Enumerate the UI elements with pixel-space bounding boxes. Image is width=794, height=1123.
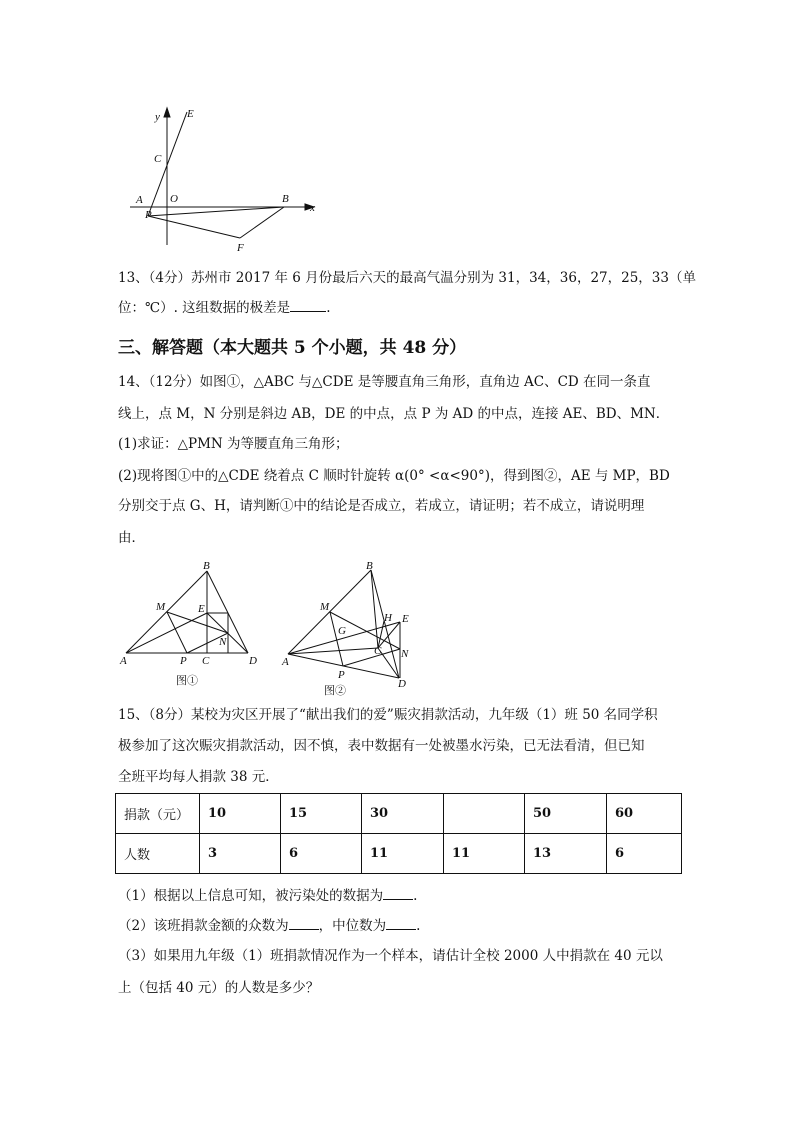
fig2-label-H: H xyxy=(384,612,392,624)
fig1-label-B: B xyxy=(203,560,210,572)
seg-AB xyxy=(126,571,207,653)
q14-line-3: (1)求证：△PMN 为等腰直角三角形； xyxy=(118,436,349,452)
table-cell: 10 xyxy=(200,794,281,834)
table-cell: 捐款（元） xyxy=(116,794,200,834)
figure-2 xyxy=(280,556,430,698)
label-F: F xyxy=(237,242,244,254)
table-cell: 11 xyxy=(362,834,444,874)
fig2-label-M: M xyxy=(320,601,330,613)
label-E: E xyxy=(187,108,194,120)
fig1-label-P: P xyxy=(180,655,187,667)
label-B: B xyxy=(282,193,289,205)
q15-sub2-median-blank[interactable] xyxy=(386,917,416,930)
label-y: y xyxy=(155,111,160,123)
fig2-label-G: G xyxy=(338,625,346,637)
label-x: x xyxy=(310,202,315,214)
q15-sub1-period: . xyxy=(413,888,418,904)
table-cell: 50 xyxy=(525,794,607,834)
q15-sub2-mode-blank[interactable] xyxy=(289,917,319,930)
table-cell: 3 xyxy=(200,834,281,874)
label-A: A xyxy=(136,194,143,206)
label-P: P xyxy=(145,209,152,221)
table-cell-smudged xyxy=(444,794,525,834)
q15-line-2: 极参加了这次赈灾捐款活动，因不慎，表中数据有一处被墨水污染，已无法看清，但已知 xyxy=(118,738,645,754)
label-O: O xyxy=(170,193,178,205)
q15-sub1-text: （1）根据以上信息可知，被污染处的数据为 xyxy=(118,888,384,904)
q13-answer-blank[interactable] xyxy=(290,299,326,312)
figure-1 xyxy=(118,556,268,692)
q14-line-1: 14、（12分）如图①，△ABC 与△CDE 是等腰直角三角形，直角边 AC、CD 在同一条直 xyxy=(118,374,651,390)
y-axis-arrow xyxy=(164,108,170,117)
fig2-label-B: B xyxy=(366,560,373,572)
table-cell: 30 xyxy=(362,794,444,834)
q15-sub2-text-2: ，中位数为 xyxy=(318,918,387,934)
fig1-label-A: A xyxy=(120,655,127,667)
q13-line-2 xyxy=(118,298,330,318)
q15-line-3: 全班平均每人捐款 38 元． xyxy=(118,769,279,785)
table-cell: 6 xyxy=(607,834,682,874)
q15-sub-1 xyxy=(118,886,417,906)
table-row-amount xyxy=(116,794,682,834)
fig1-label-D: D xyxy=(249,655,257,667)
q15-sub-3-line-1: （3）如果用九年级（1）班捐款情况作为一个样本，请估计全校 2000 人中捐款在 40 元以 xyxy=(118,948,663,964)
table-cell: 6 xyxy=(281,834,362,874)
q14-line-2: 线上，点 M，N 分别是斜边 AB，DE 的中点，点 P 为 AD 的中点，连接 AE、BD、MN． xyxy=(118,406,670,422)
q13-text: 位：℃）. 这组数据的极差是 xyxy=(118,300,291,316)
segment-PF xyxy=(148,216,240,238)
fig2-label-D: D xyxy=(398,678,406,690)
seg-AC xyxy=(288,648,378,654)
segment-BF xyxy=(240,207,284,238)
table-cell: 13 xyxy=(525,834,607,874)
fig1-label-C: C xyxy=(202,655,210,667)
q13-line-1: 13、（4分）苏州市 2017 年 6 月份最后六天的最高气温分别为 31，34，36，27，25，33（单 xyxy=(118,270,696,286)
q15-line-1: 15、（8分）某校为灾区开展了“献出我们的爱”赈灾捐款活动，九年级（1）班 50 名同学积 xyxy=(118,707,658,723)
table-cell: 15 xyxy=(281,794,362,834)
q15-sub-2 xyxy=(118,916,420,936)
fig1-label-E: E xyxy=(198,603,205,615)
table-row-count xyxy=(116,834,682,874)
table-cell: 人数 xyxy=(116,834,200,874)
fig2-label-P: P xyxy=(338,669,345,681)
label-C: C xyxy=(154,153,162,165)
q15-sub2-period: . xyxy=(416,918,421,934)
q14-line-6: 由． xyxy=(118,530,145,546)
section-3-title: 三、解答题（本大题共 5 个小题，共 48 分） xyxy=(118,338,467,358)
fig2-caption: 图② xyxy=(324,685,346,697)
fig2-label-A: A xyxy=(282,656,289,668)
q14-line-5: 分别交于点 G、H，请判断①中的结论是否成立，若成立，请证明；若不成立，请说明理 xyxy=(118,498,645,514)
table-cell: 60 xyxy=(607,794,682,834)
q15-sub1-blank[interactable] xyxy=(383,887,413,900)
fig2-label-N: N xyxy=(401,648,409,660)
q14-line-4: (2)现将图①中的△CDE 绕着点 C 顺时针旋转 α(0° <α<90°)，得到图②，AE 与 MP，BD xyxy=(118,468,670,484)
segment-PB xyxy=(148,207,284,216)
seg-AE xyxy=(126,613,207,653)
table-cell: 11 xyxy=(444,834,525,874)
q13-period: . xyxy=(326,300,331,316)
fig1-caption: 图① xyxy=(176,675,198,687)
fig2-label-E: E xyxy=(402,613,409,625)
seg-PN xyxy=(343,649,400,666)
coordinate-figure xyxy=(120,100,330,260)
q15-sub2-text: （2）该班捐款金额的众数为 xyxy=(118,918,289,934)
seg-AB xyxy=(288,570,371,654)
fig2-label-C: C xyxy=(374,645,382,657)
donation-table xyxy=(115,793,682,874)
fig1-label-M: M xyxy=(156,601,166,613)
fig1-label-N: N xyxy=(219,636,227,648)
q15-sub-3-line-2: 上（包括 40 元）的人数是多少？ xyxy=(118,980,320,996)
